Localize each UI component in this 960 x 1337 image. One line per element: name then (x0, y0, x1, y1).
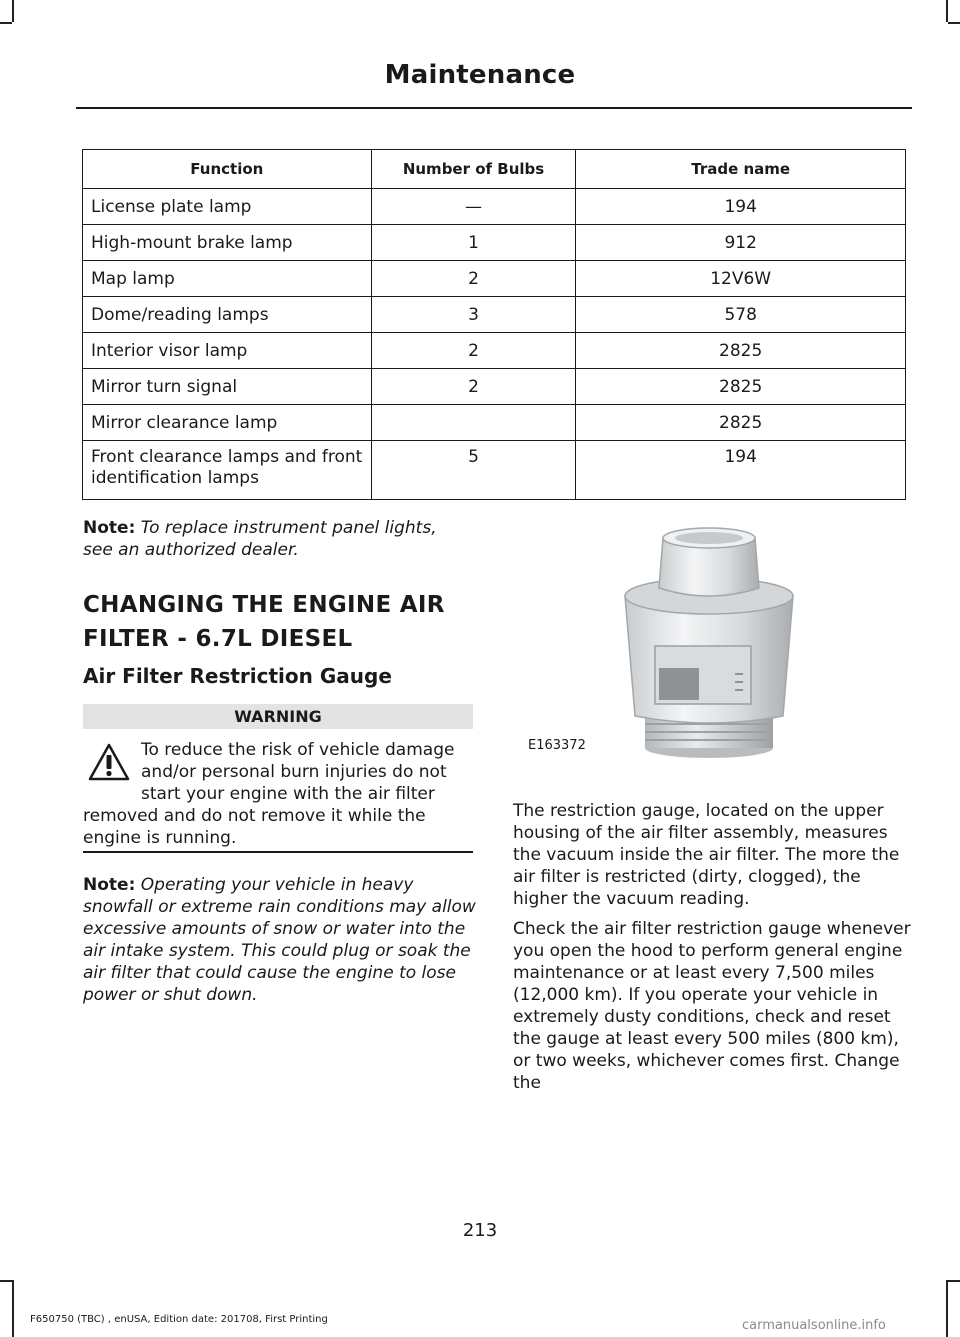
cell-trade-name: 194 (576, 441, 906, 500)
table-row (83, 333, 906, 369)
paragraph: The restriction gauge, located on the upper housing of the air filter assembly, measures the vacuum inside the air filter. The more the air filter is restricted (dirty, clogged), the higher the vacuum reading. (513, 801, 900, 909)
cell-trade-name: 2825 (576, 405, 906, 441)
crop-mark (0, 1280, 12, 1282)
table-row (83, 297, 906, 333)
cell-bulbs: — (371, 189, 576, 225)
section-heading: CHANGING THE ENGINE AIR FILTER - 6.7L DIESEL (83, 592, 445, 652)
edition-footer: F650750 (TBC) , enUSA, Edition date: 201708, First Printing (30, 1314, 328, 1325)
crop-mark (948, 22, 960, 24)
crop-mark (12, 1280, 14, 1337)
cell-bulbs: 2 (371, 333, 576, 369)
body-text-right (513, 800, 911, 1102)
cell-trade-name: 12V6W (576, 261, 906, 297)
watermark: carmanualsonline.info (742, 1318, 886, 1333)
cell-bulbs: 5 (371, 441, 576, 500)
cell-bulbs: 1 (371, 225, 576, 261)
cell-function: Mirror clearance lamp (83, 405, 372, 441)
cell-trade-name: 2825 (576, 333, 906, 369)
note-instrument-panel (83, 517, 468, 561)
cell-function: Map lamp (83, 261, 372, 297)
cell-bulbs: 3 (371, 297, 576, 333)
warning-text: To reduce the risk of vehicle damage and/or personal burn injuries do not start your engine with the air filter removed and do not remove it while the engine is running. (83, 740, 455, 848)
cell-function: High-mount brake lamp (83, 225, 372, 261)
table-row (83, 225, 906, 261)
crop-mark (948, 1280, 960, 1282)
note-text: Operating your vehicle in heavy snowfall or extreme rain conditions may allow excessive amounts of snow or water into the air intake system. This could plug or soak the air filter that could cause the engine to lose power or shut down. (83, 875, 476, 1005)
table-row (83, 261, 906, 297)
table-row (83, 441, 906, 500)
cell-bulbs (371, 405, 576, 441)
warning-body (83, 739, 475, 849)
crop-mark (0, 22, 12, 24)
cell-trade-name: 194 (576, 189, 906, 225)
cell-trade-name: 578 (576, 297, 906, 333)
column-header-trade-name: Trade name (576, 150, 906, 189)
figure-id: E163372 (528, 738, 586, 753)
crop-mark (946, 1280, 948, 1337)
table-header-row (83, 150, 906, 189)
warning-divider (83, 851, 473, 853)
table-row (83, 189, 906, 225)
crop-mark (12, 0, 14, 22)
note-label: Note: (83, 875, 136, 895)
sub-heading: Air Filter Restriction Gauge (83, 664, 392, 688)
table-row (83, 369, 906, 405)
cell-trade-name: 912 (576, 225, 906, 261)
note-text: To replace instrument panel lights, see an authorized dealer. (83, 518, 437, 560)
bulb-table (82, 149, 906, 500)
cell-function: Interior visor lamp (83, 333, 372, 369)
note-snowfall (83, 874, 478, 1006)
cell-function: Front clearance lamps and front identification lamps (83, 441, 372, 500)
page-number: 213 (462, 1220, 498, 1241)
cell-bulbs: 2 (371, 369, 576, 405)
paragraph: Check the air filter restriction gauge whenever you open the hood to perform general engine maintenance or at least every 7,500 miles (12,000 km). If you operate your vehicle in extremely dusty conditions, check and reset the gauge at least every 500 miles (800 km), or two weeks, whichever comes first. Change the (513, 919, 911, 1093)
header-divider (76, 107, 912, 109)
cell-bulbs: 2 (371, 261, 576, 297)
table-row (83, 405, 906, 441)
note-label: Note: (83, 518, 136, 538)
warning-label: WARNING (83, 704, 473, 729)
column-header-bulbs: Number of Bulbs (371, 150, 576, 189)
page-title: Maintenance (384, 60, 576, 90)
cell-trade-name: 2825 (576, 369, 906, 405)
cell-function: Dome/reading lamps (83, 297, 372, 333)
crop-mark (946, 0, 948, 22)
cell-function: Mirror turn signal (83, 369, 372, 405)
cell-function: License plate lamp (83, 189, 372, 225)
restriction-gauge-illustration (513, 526, 905, 762)
column-header-function: Function (83, 150, 372, 189)
